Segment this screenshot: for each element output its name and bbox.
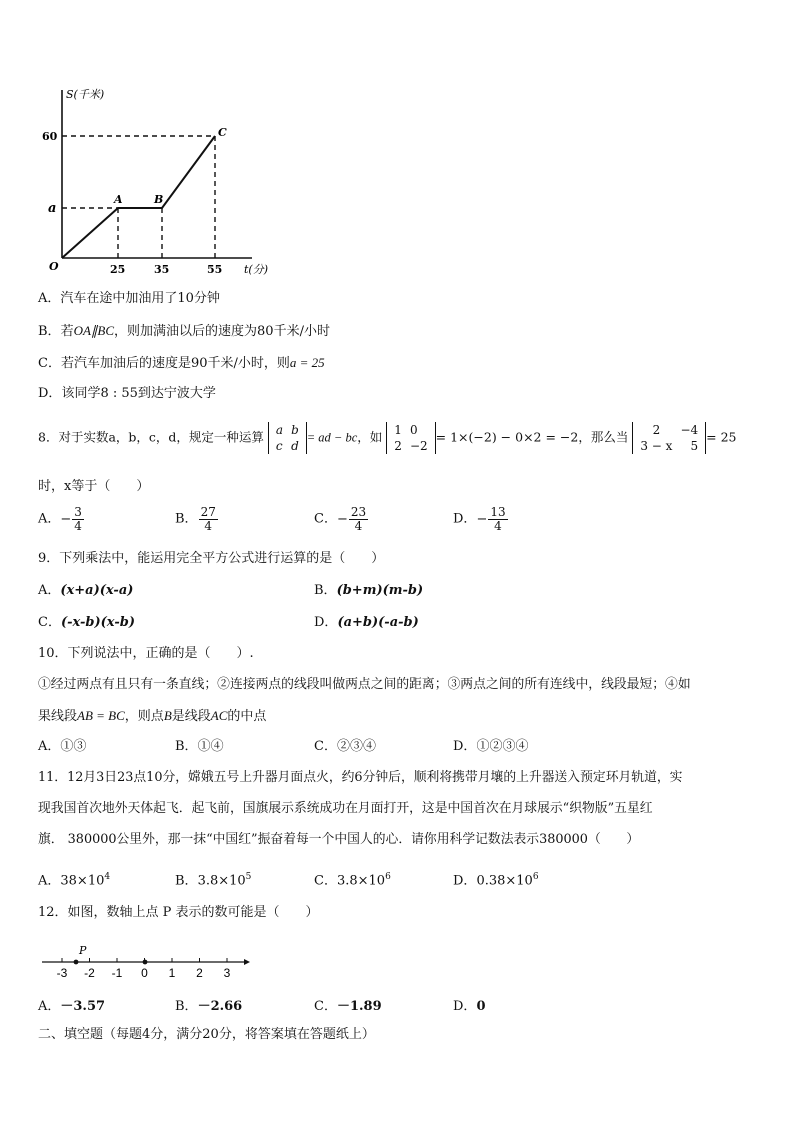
q12-option-d: D．0	[453, 999, 486, 1014]
q9-option-c: C．(-x-b)(x-b)	[38, 615, 135, 630]
q11-option-c: C．$3.8\times 10^6$	[314, 872, 391, 889]
distance-line	[62, 136, 215, 258]
q10-statements-line2: 果线段AB = BC，则点B是线段AC的中点	[38, 708, 267, 724]
q7-option-d: D．该同学8 : 55到达宁波大学	[38, 386, 216, 401]
q8-tail: 时，x等于（ ）	[38, 479, 150, 494]
tick-label: 0	[141, 966, 148, 980]
tick-label: 2	[196, 966, 203, 980]
q9-stem: 9．下列乘法中，能运用完全平方公式进行运算的是（ ）	[38, 551, 385, 566]
tick-label: 3	[223, 966, 231, 980]
q8-option-d: D．− $\frac{13}{4}$	[453, 505, 506, 533]
q10-option-d: D．①②③④	[453, 739, 529, 754]
distance-time-graph	[40, 82, 290, 278]
number-line	[38, 940, 253, 980]
tick-label: -1	[111, 966, 123, 980]
section-2-heading: 二、填空题（每题4分，满分20分，将答案填在答题纸上）	[38, 1027, 375, 1042]
origin-label: O	[49, 260, 59, 273]
x-axis-label: t(分)	[244, 263, 269, 276]
q12-option-c: C．－1.89	[314, 999, 382, 1014]
x-tick-25: 25	[110, 263, 126, 276]
determinant-example: 1 0 2 −2	[386, 422, 435, 454]
point-p	[74, 960, 79, 965]
point-c-label: C	[218, 126, 227, 139]
q11-option-a: A．$38\times 10^4$	[38, 872, 111, 889]
y-tick-a: a	[48, 201, 57, 216]
q12-option-a: A．－3.57	[38, 999, 106, 1014]
q8-stem: 8．对于实数a，b，c，d，规定一种运算 a b c d = ad − bc，如 1 0 2 −2 = 1×(−2) − 0×2 = −2，那么当 2 −4 3 − x 5 = 25	[38, 423, 737, 453]
q11-stem-line3: 旗． 380000公里外，那一抹“中国红”振奋着每一个中国人的心．请你用科学记数法表示380000（ ）	[38, 832, 640, 847]
q12-stem: 12．如图，数轴上点 P 表示的数可能是（ ）	[38, 905, 319, 920]
y-tick-60: 60	[42, 130, 58, 143]
q9-option-d: D．(a+b)(-a-b)	[314, 615, 419, 630]
x-tick-35: 35	[154, 263, 170, 276]
point-p-label: P	[79, 944, 87, 957]
point-b-label: B	[154, 193, 164, 206]
q10-option-a: A．①③	[38, 739, 87, 754]
point-a-label: A	[114, 193, 123, 206]
tick-label: -2	[84, 966, 95, 980]
q12-option-b: B．－2.66	[175, 999, 243, 1014]
q9-option-a: A．(x+a)(x-a)	[38, 583, 134, 598]
q7-option-b: B．若OA∥BC，则加满油以后的速度为80千米/小时	[38, 323, 330, 339]
q10-stem: 10．下列说法中，正确的是（ ）.	[38, 646, 254, 661]
tick-label: 1	[168, 966, 176, 980]
determinant-question: 2 −4 3 − x 5	[632, 422, 706, 454]
q11-option-d: D．$0.38\times 10^6$	[453, 872, 539, 889]
q8-option-b: B． $\frac{27}{4}$	[175, 505, 216, 533]
x-tick-55: 55	[207, 263, 223, 276]
q7-option-a: A．汽车在途中加油用了10分钟	[38, 291, 220, 306]
q10-option-c: C．②③④	[314, 739, 376, 754]
tick-label: -3	[56, 966, 68, 980]
q9-option-b: B．(b+m)(m-b)	[314, 583, 424, 598]
origin-dot	[143, 960, 148, 965]
q11-option-b: B．$3.8\times 10^5$	[175, 872, 252, 889]
q8-option-a: A．− $\frac{3}{4}$	[38, 505, 82, 533]
q8-option-c: C．− $\frac{23}{4}$	[314, 505, 367, 533]
q7-option-c: C．若汽车加油后的速度是90千米/小时，则a = 25	[38, 355, 325, 371]
determinant-abcd: a b c d	[268, 422, 307, 454]
q10-option-b: B．①④	[175, 739, 224, 754]
q11-stem-line1: 11．12月3日23点10分，嫦娥五号上升器月面点火，约6分钟后，顺利将携带月壤的上升器送入预定环月轨道，实	[38, 770, 683, 785]
q11-stem-line2: 现我国首次地外天体起飞．起飞前，国旗展示系统成功在月面打开，这是中国首次在月球展示“织物版”五星红	[38, 801, 653, 816]
q10-statements-line1: ①经过两点有且只有一条直线；②连接两点的线段叫做两点之间的距离；③两点之间的所有连线中，线段最短；④如	[38, 677, 691, 692]
y-axis-label: S(千米)	[66, 88, 105, 101]
